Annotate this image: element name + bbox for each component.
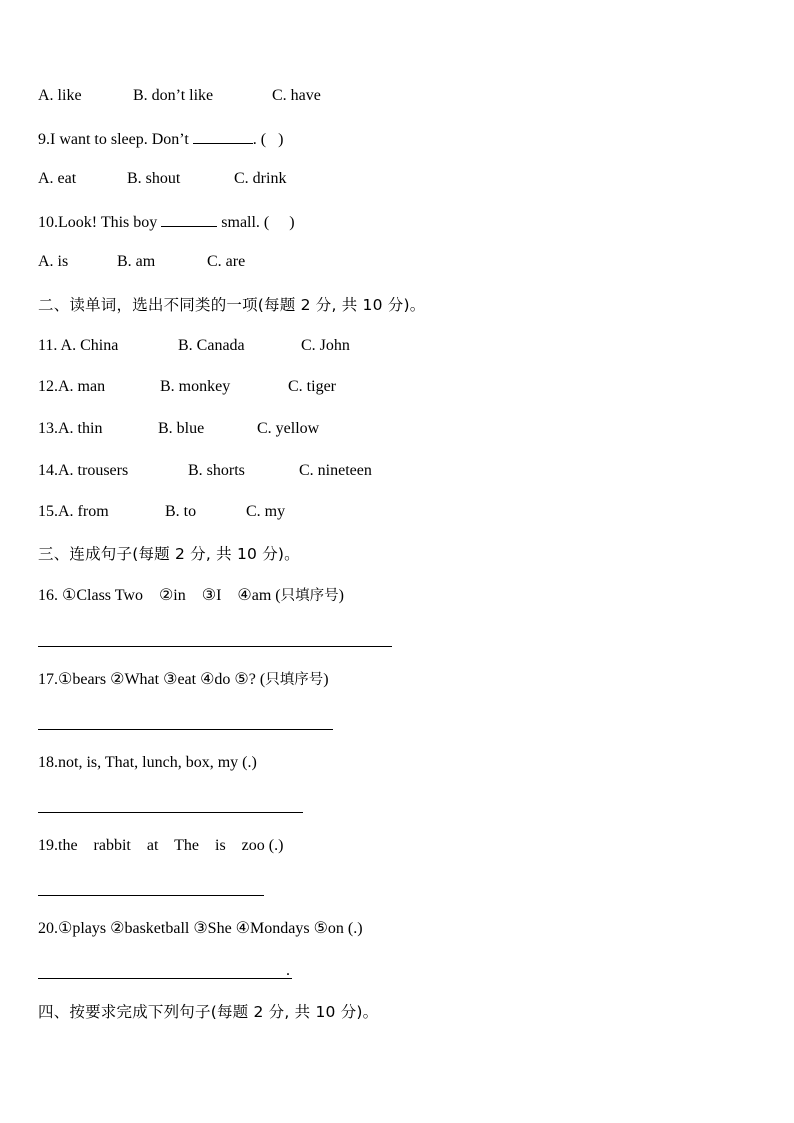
- answer-line-17[interactable]: [38, 729, 333, 730]
- answer-line-20[interactable]: [38, 978, 292, 979]
- question-10-blank[interactable]: [161, 212, 217, 227]
- answer-line-16[interactable]: [38, 646, 392, 647]
- q12-option-a: 12.A. man: [38, 378, 106, 395]
- section-2-title: 二、读单词，选出不同类的一项(每题 2 分, 共 10 分)。: [38, 296, 426, 314]
- q14-option-b: B. shorts: [188, 462, 245, 479]
- question-16-note: 只填序号: [280, 588, 339, 604]
- q13-option-a: 13.A. thin: [38, 420, 103, 437]
- q15-option-a: 15.A. from: [38, 503, 109, 520]
- question-18: 18.not, is, That, lunch, box, my (.): [38, 754, 257, 771]
- q10-option-c: C. are: [207, 253, 246, 270]
- section-3-title: 三、连成句子(每题 2 分, 共 10 分)。: [38, 545, 300, 563]
- answer-line-20-period: .: [286, 962, 290, 979]
- q10-option-a: A. is: [38, 253, 69, 270]
- q9-option-c: C. drink: [234, 170, 287, 187]
- q11-option-a: 11. A. China: [38, 337, 119, 354]
- q12-option-c: C. tiger: [288, 378, 336, 395]
- answer-line-18[interactable]: [38, 812, 303, 813]
- question-19: 19.the rabbit at The is zoo (.): [38, 837, 284, 854]
- question-17: [38, 670, 329, 690]
- question-16-close: ): [338, 587, 344, 604]
- question-9: [38, 129, 283, 150]
- question-20: 20.①plays ②basketball ③She ④Mondays ⑤on (.): [38, 920, 363, 937]
- answer-line-19[interactable]: [38, 895, 264, 896]
- q15-option-c: C. my: [246, 503, 286, 520]
- q10-option-b: B. am: [117, 253, 156, 270]
- question-17-note: 只填序号: [265, 672, 324, 688]
- q11-option-c: C. John: [301, 337, 350, 354]
- q12-option-b: B. monkey: [160, 378, 231, 395]
- q9-option-b: B. shout: [127, 170, 181, 187]
- q13-option-b: B. blue: [158, 420, 205, 437]
- q8-option-b: B. don’t like: [133, 87, 214, 104]
- q14-option-a: 14.A. trousers: [38, 462, 129, 479]
- question-9-bracket: . ( ): [252, 131, 284, 148]
- q14-option-c: C. nineteen: [299, 462, 372, 479]
- q11-option-b: B. Canada: [178, 337, 245, 354]
- question-16-text: 16. ①Class Two ②in ③I ④am (: [38, 587, 281, 604]
- question-9-text: 9.I want to sleep. Don’t: [38, 131, 193, 148]
- section-4-title: 四、按要求完成下列句子(每题 2 分, 共 10 分)。: [38, 1003, 379, 1021]
- question-10: [38, 212, 295, 233]
- question-16: [38, 586, 344, 606]
- question-9-blank[interactable]: [193, 129, 253, 144]
- q15-option-b: B. to: [165, 503, 197, 520]
- question-17-close: ): [323, 671, 329, 688]
- q13-option-c: C. yellow: [257, 420, 320, 437]
- q9-option-a: A. eat: [38, 170, 77, 187]
- q8-option-a: A. like: [38, 87, 82, 104]
- q8-option-c: C. have: [272, 87, 321, 104]
- question-10-text: 10.Look! This boy: [38, 214, 162, 231]
- question-10-bracket: small. ( ): [217, 214, 295, 231]
- question-17-text: 17.①bears ②What ③eat ④do ⑤? (: [38, 671, 266, 688]
